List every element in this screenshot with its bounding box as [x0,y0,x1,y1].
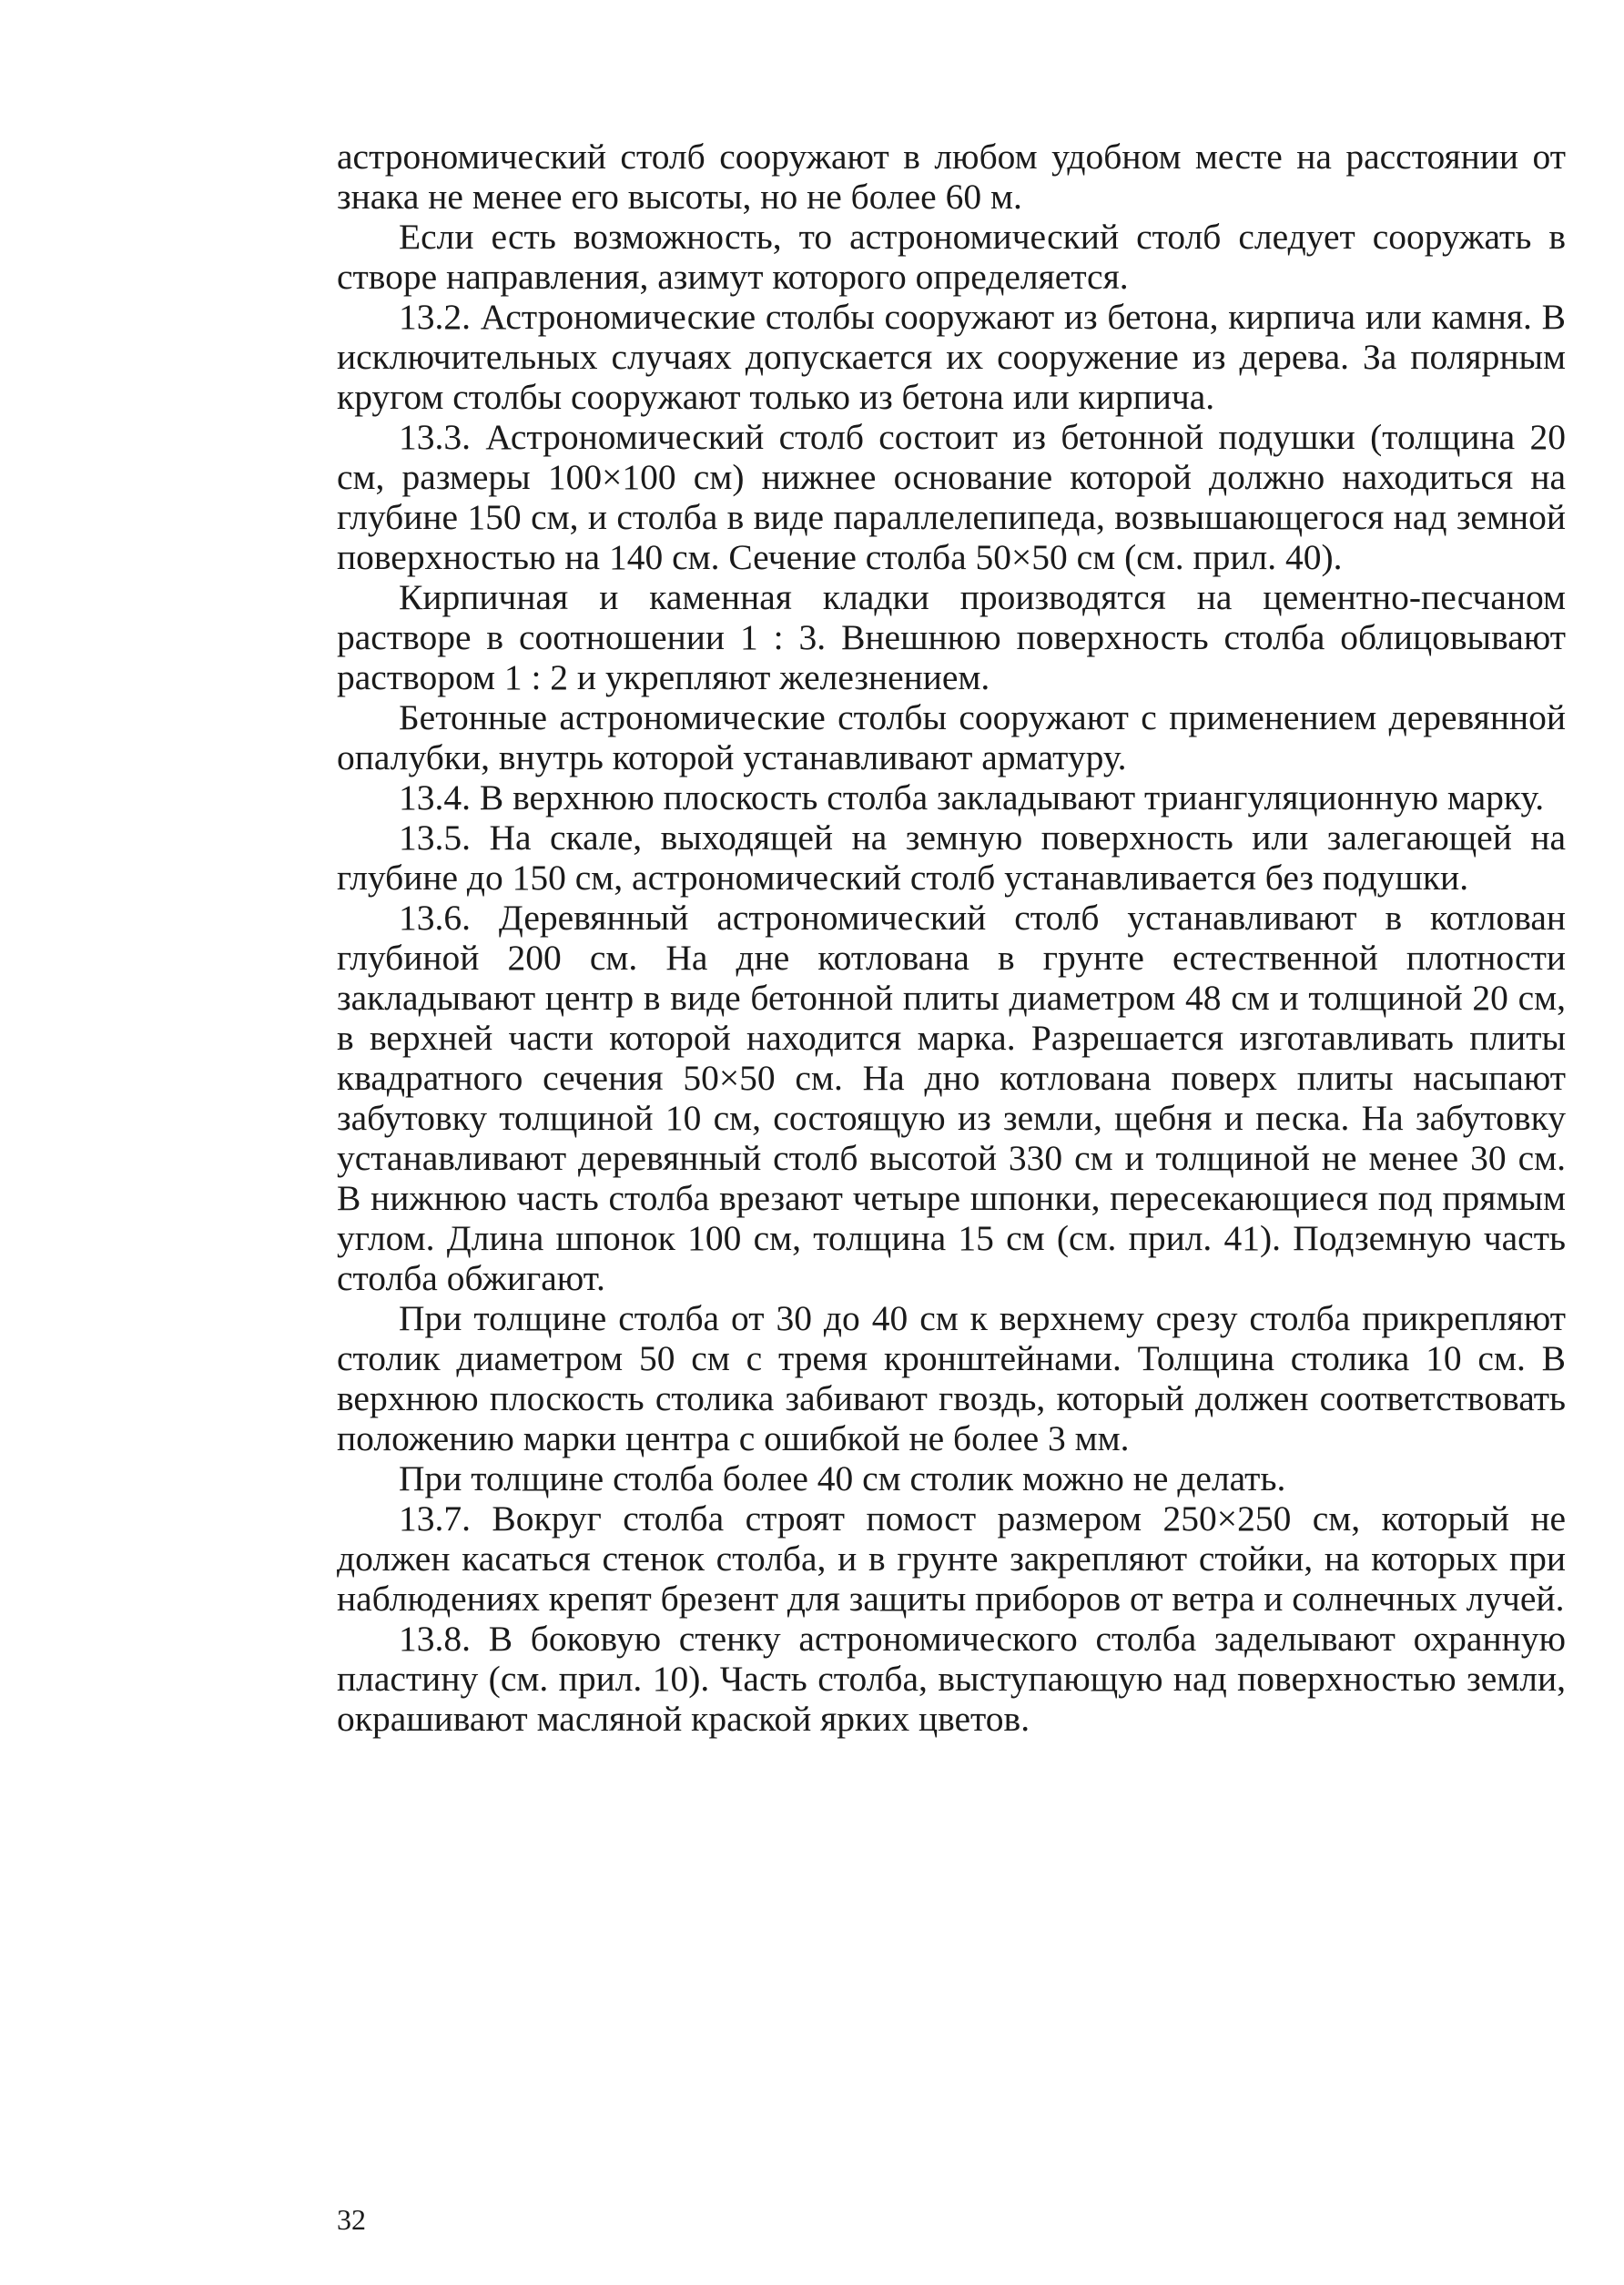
paragraph-13-4: 13.4. В верхнюю плоскость столба закладывают триангуляционную марку. [399,777,1545,818]
paragraph-concrete: Бетонные астрономические столбы сооружают с применением деревянной опалубки, внутрь которой устанавливают арматуру. [337,697,1566,777]
paragraph-13-8: 13.8. В боковую стенку астрономического столба заделывают охранную пластину (см. прил. 10). Часть столба, выступающую над поверхностью земли, окрашивают масляной краской ярких цветов. [337,1619,1566,1739]
paragraph-13-5: 13.5. На скале, выходящей на земную поверхность или залегающей на глубине до 150 см, астрономический столб устанавливается без подушки. [337,818,1566,898]
page-number: 32 [337,2203,366,2236]
page-body [337,137,1566,1739]
paragraph-13-7: 13.7. Вокруг столба строят помост размером 250×250 см, который не должен касаться стенок столба, и в грунте закрепляют стойки, на которых при наблюдениях крепят брезент для защиты приборов от ветра и солнечных лучей. [337,1498,1566,1619]
paragraph-13-2: 13.2. Астрономические столбы сооружают из бетона, кирпича или камня. В исключительных случаях допускается их сооружение из дерева. За полярным кругом столбы сооружают только из бетона или кирпича. [337,297,1566,417]
paragraph-13-6: 13.6. Деревянный астрономический столб устанавливают в котлован глубиной 200 см. На дне котлована в грунте естественной плотности закладывают центр в виде бетонной плиты диаметром 48 см и толщиной 20 см, в верхней части которой находится марка. Разрешается изготавливать плиты квадратного сечения 50×50 см. На дно котлована поверх плиты насыпают забутовку толщиной 10 см, состоящую из земли, щебня и песка. На забутовку устанавливают деревянный столб высотой 330 см и толщиной не менее 30 см. В нижнюю часть столба врезают четыре шпонки, пересекающиеся под прямым углом. Длина шпонок 100 см, толщина 15 см (см. прил. 41). Подземную часть столба обжигают. [337,898,1566,1298]
paragraph-13-3: 13.3. Астрономический столб состоит из бетонной подушки (толщина 20 см, размеры 100×100 см) нижнее основание которой должно находиться на глубине 150 см, и столба в виде параллелепипеда, возвышающегося над земной поверхностью на 140 см. Сечение столба 50×50 см (см. прил. 40). [337,417,1566,577]
paragraph-table: При толщине столба от 30 до 40 см к верхнему срезу столба прикрепляют столик диаметром 50 см с тремя кронштейнами. Толщина столика 10 см. В верхнюю плоскость столика забивают гвоздь, который должен соответствовать положению марки центра с ошибкой не более 3 мм. [337,1298,1566,1458]
paragraph-continuation: астрономический столб сооружают в любом удобном месте на расстоянии от знака не менее его высоты, но не более 60 м. [337,137,1566,217]
paragraph-masonry: Кирпичная и каменная кладки производятся на цементно-песчаном растворе в соотношении 1 : 3. Внешнюю поверхность столба облицовывают раствором 1 : 2 и укрепляют железнением. [337,577,1566,697]
paragraph-table-optional: При толщине столба более 40 см столик можно не делать. [399,1458,1286,1498]
paragraph-stvor: Если есть возможность, то астрономический столб следует сооружать в створе направления, азимут которого определяется. [337,217,1566,297]
